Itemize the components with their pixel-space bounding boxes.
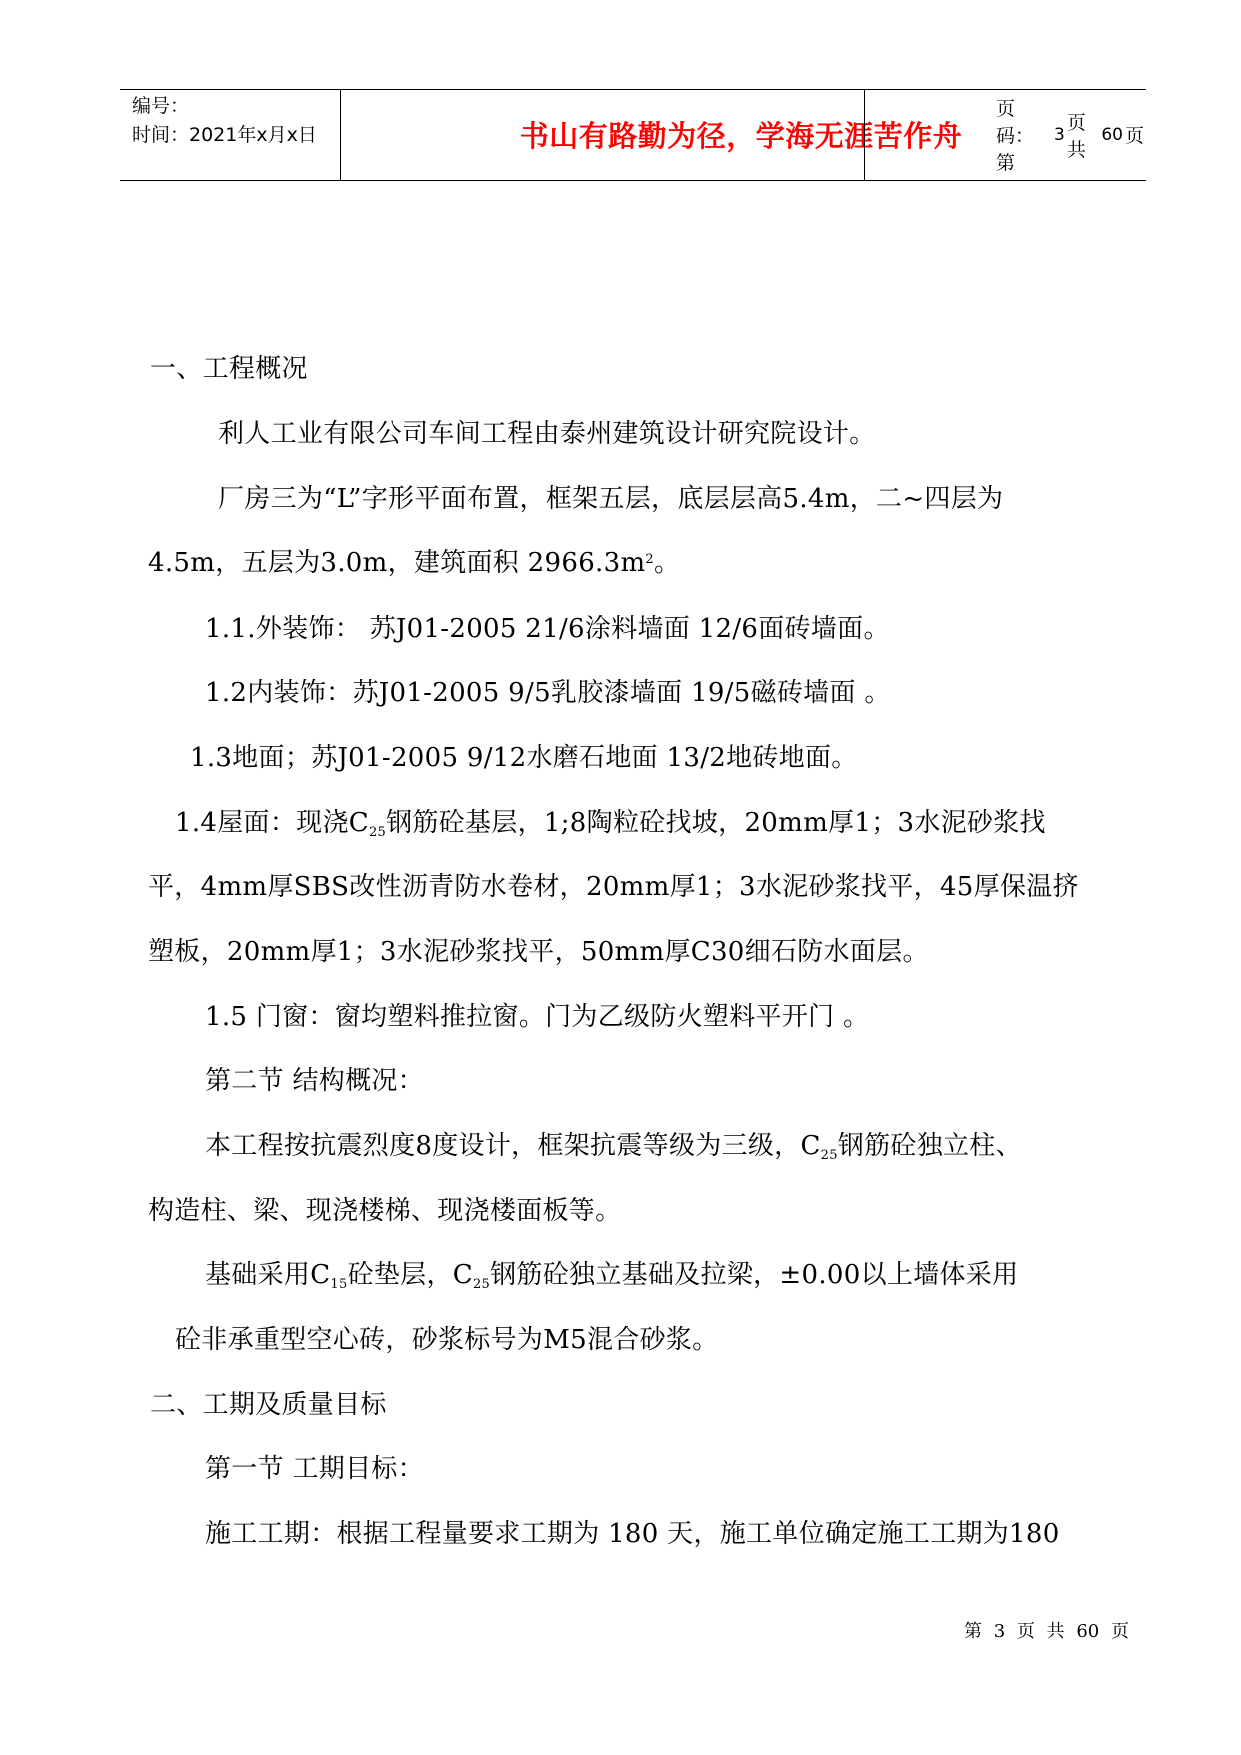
section-heading-overview: 一、工程概况 bbox=[150, 354, 308, 384]
page-end-label: 页 bbox=[1124, 125, 1144, 147]
paragraph-design: 利人工业有限公司车间工程由泰州建筑设计研究院设计。 bbox=[218, 419, 876, 449]
page-number: 3 bbox=[1054, 124, 1065, 145]
item-doors-windows: 1.5 门窗：窗均塑料推拉窗。门为乙级防火塑料平开门 。 bbox=[205, 1002, 870, 1032]
subsection-schedule: 第一节 工期目标： bbox=[205, 1454, 424, 1484]
item-exterior-finish: 1.1.外装饰： 苏J01-2005 21/6涂料墙面 12/6面砖墙面。 bbox=[205, 614, 890, 644]
paragraph-layout-line1: 厂房三为“L”字形平面布置，框架五层，底层层高5.4m，二~四层为 bbox=[218, 484, 1004, 514]
item-roof-line2: 平，4mm厚SBS改性沥青防水卷材，20mm厚1；3水泥砂浆找平，45厚保温挤 bbox=[148, 872, 1079, 902]
item-roof-line1: 1.4屋面：现浇$C_{25}$钢筋砼基层，1;8陶粒砼找坡，20mm厚1；3水泥砂浆找 bbox=[175, 808, 1046, 840]
paragraph-schedule: 施工工期：根据工程量要求工期为 180 天，施工单位确定施工工期为180 bbox=[205, 1519, 1060, 1549]
paragraph-layout-line2: 4.5m，五层为3.0m，建筑面积 $2966.3m^2$。 bbox=[148, 548, 681, 578]
header-motto: 书山有路勤为径，学海无涯苦作舟 bbox=[519, 119, 963, 153]
paragraph-foundation-line1: 基础采用$C_{15}$砼垫层，$C_{25}$钢筋砼独立基础及拉梁，±0.00以上墙体采用 bbox=[205, 1260, 1019, 1292]
paragraph-seismic-line1: 本工程按抗震烈度8度设计，框架抗震等级为三级，$C_{25}$钢筋砼独立柱、 bbox=[205, 1131, 1022, 1163]
header-divider-right bbox=[864, 90, 865, 180]
item-interior-finish: 1.2内装饰：苏J01-2005 9/5乳胶漆墙面 19/5磁砖墙面 。 bbox=[205, 678, 891, 708]
header-divider-left bbox=[340, 90, 341, 180]
section-heading-schedule-quality: 二、工期及质量目标 bbox=[150, 1390, 387, 1420]
page-footer: 第 3 页 共 60 页 bbox=[964, 1621, 1129, 1642]
header-meta bbox=[132, 92, 317, 150]
header-page-info bbox=[996, 90, 1146, 179]
page-total: 60 bbox=[1101, 124, 1123, 145]
page-mid-label: 页 共 bbox=[1066, 111, 1086, 161]
paragraph-seismic-line2: 构造柱、梁、现浇楼梯、现浇楼面板等。 bbox=[148, 1196, 622, 1226]
page-label: 页码：第 bbox=[996, 98, 1035, 174]
document-number-label: 编号： bbox=[132, 95, 190, 117]
item-roof-line3: 塑板，20mm厚1；3水泥砂浆找平，50mm厚C30细石防水面层。 bbox=[148, 937, 929, 967]
document-date: 时间：2021年x月x日 bbox=[132, 124, 317, 146]
page-header bbox=[120, 89, 1146, 181]
paragraph-foundation-line2: 砼非承重型空心砖，砂浆标号为M5混合砂浆。 bbox=[175, 1325, 719, 1355]
subsection-structure: 第二节 结构概况： bbox=[205, 1066, 424, 1096]
item-floor: 1.3地面；苏J01-2005 9/12水磨石地面 13/2地砖地面。 bbox=[190, 743, 858, 773]
